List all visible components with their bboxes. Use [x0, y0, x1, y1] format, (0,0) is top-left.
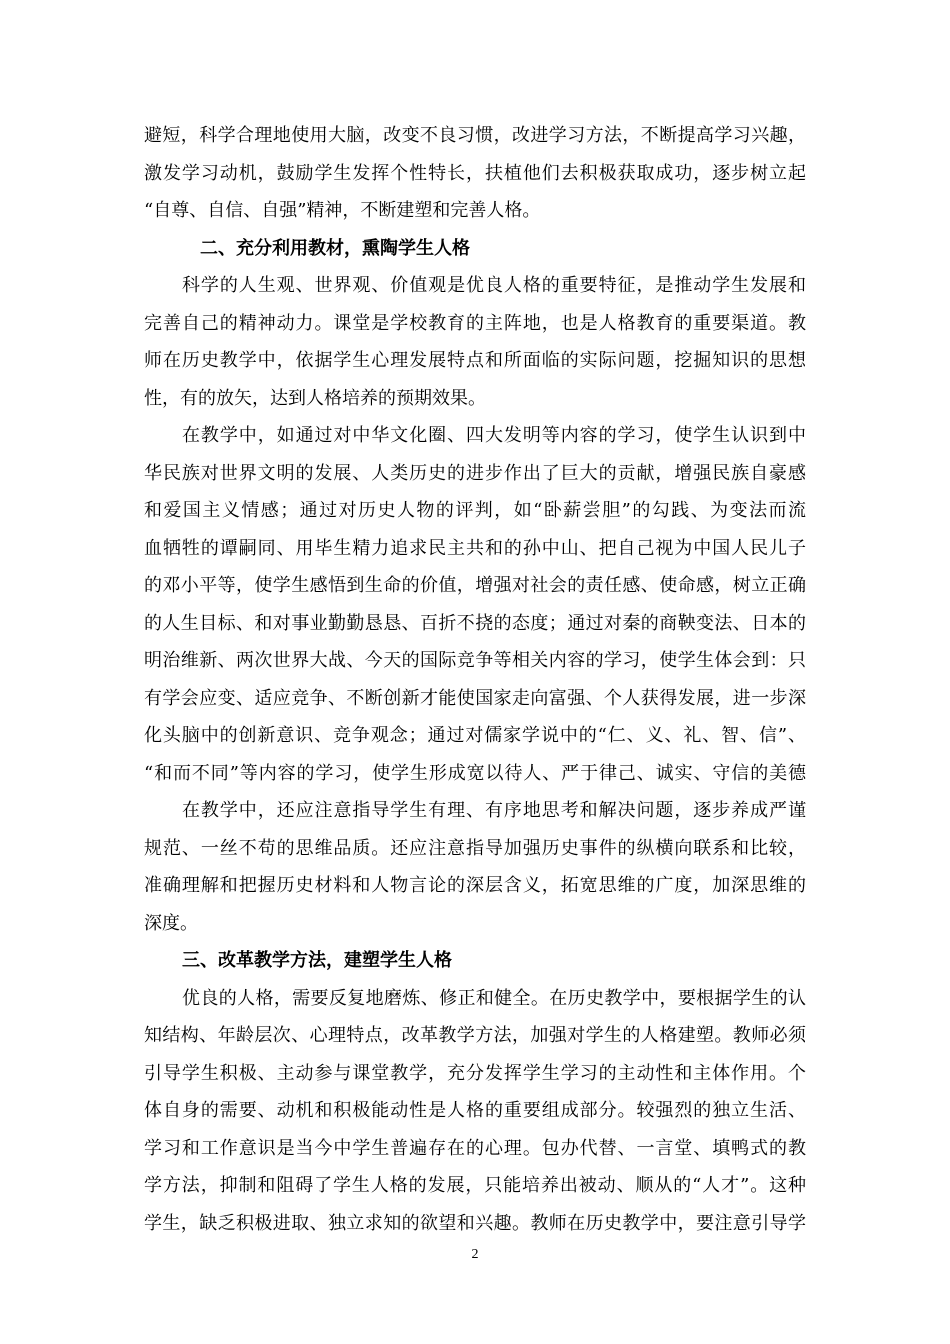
- text-line: 体自身的需要、动机和积极能动性是人格的重要组成部分。较强烈的独立生活、: [144, 1100, 806, 1121]
- text-line: 优良的人格，需要反复地磨炼、修正和健全。在历史教学中，要根据学生的认: [182, 987, 806, 1009]
- paragraph-intro: [144, 117, 806, 230]
- text-line: “和而不同”等内容的学习，使学生形成宽以待人、严于律己、诚实、守信的美德: [144, 762, 806, 784]
- text-line: 性，有的放矢，达到人格培养的预期效果。: [144, 387, 486, 409]
- text-line: 有学会应变、适应竞争、不断创新才能使国家走向富强、个人获得发展，进一步深: [144, 687, 806, 709]
- text-line: 学生，缺乏积极进取、独立求知的欲望和兴趣。教师在历史教学中，要注意引导学: [144, 1212, 806, 1234]
- section-heading-3: 三、改革教学方法，建塑学生人格: [182, 950, 452, 971]
- text-line: 规范、一丝不苟的思维品质。还应注意指导加强历史事件的纵横向联系和比较，: [144, 837, 806, 859]
- text-line: 学习和工作意识是当今中学生普遍存在的心理。包办代替、一言堂、填鸭式的教: [144, 1137, 806, 1159]
- text-line: 在教学中，还应注意指导学生有理、有序地思考和解决问题，逐步养成严谨: [182, 800, 806, 821]
- paragraph-2c: [144, 792, 806, 942]
- text-line: 深度。: [144, 912, 198, 934]
- text-line: 引导学生积极、主动参与课堂教学，充分发挥学生学习的主动性和主体作用。个: [144, 1062, 806, 1084]
- text-line: 的邓小平等，使学生感悟到生命的价值，增强对社会的责任感、使命感，树立正确: [144, 575, 806, 596]
- text-line: 和爱国主义情感；通过对历史人物的评判，如“卧薪尝胆”的勾践、为变法而流: [144, 500, 806, 521]
- text-line: 激发学习动机，鼓励学生发挥个性特长，扶植他们去积极获取成功，逐步树立起: [144, 162, 806, 184]
- text-line: 明治维新、两次世界大战、今天的国际竞争等相关内容的学习，使学生体会到：只: [144, 650, 806, 671]
- text-line: 在教学中，如通过对中华文化圈、四大发明等内容的学习，使学生认识到中: [182, 425, 806, 446]
- page-number: 2: [471, 1247, 479, 1262]
- text-line: 知结构、年龄层次、心理特点，改革教学方法，加强对学生的人格建塑。教师必须: [144, 1025, 806, 1046]
- text-line: 准确理解和把握历史材料和人物言论的深层含义，拓宽思维的广度，加深思维的: [144, 875, 806, 896]
- paragraph-3a: [144, 980, 806, 1243]
- text-line: 血牺牲的谭嗣同、用毕生精力追求民主共和的孙中山、把自己视为中国人民儿子: [144, 537, 806, 559]
- text-line: 华民族对世界文明的发展、人类历史的进步作出了巨大的贡献，增强民族自豪感: [144, 462, 806, 484]
- paragraph-2a: [144, 267, 806, 417]
- paragraph-2b: [144, 417, 806, 792]
- text-line: 的人生目标、和对事业勤勤恳恳、百折不挠的态度；通过对秦的商鞅变法、日本的: [144, 612, 806, 634]
- text-line: “自尊、自信、自强”精神，不断建塑和完善人格。: [144, 200, 541, 221]
- section-heading-2: 二、充分利用教材，熏陶学生人格: [200, 237, 470, 259]
- text-line: 学方法，抑制和阻碍了学生人格的发展，只能培养出被动、顺从的“人才”。这种: [144, 1175, 806, 1196]
- text-line: 避短，科学合理地使用大脑，改变不良习惯，改进学习方法，不断提高学习兴趣，: [144, 125, 806, 146]
- text-line: 师在历史教学中，依据学生心理发展特点和所面临的实际问题，挖掘知识的思想: [144, 350, 806, 371]
- text-line: 完善自己的精神动力。课堂是学校教育的主阵地，也是人格教育的重要渠道。教: [144, 312, 806, 334]
- document-body: [144, 117, 806, 1242]
- text-line: 科学的人生观、世界观、价值观是优良人格的重要特征，是推动学生发展和: [182, 275, 806, 296]
- text-line: 化头脑中的创新意识、竞争观念；通过对儒家学说中的“仁、义、礼、智、信”、: [144, 725, 806, 746]
